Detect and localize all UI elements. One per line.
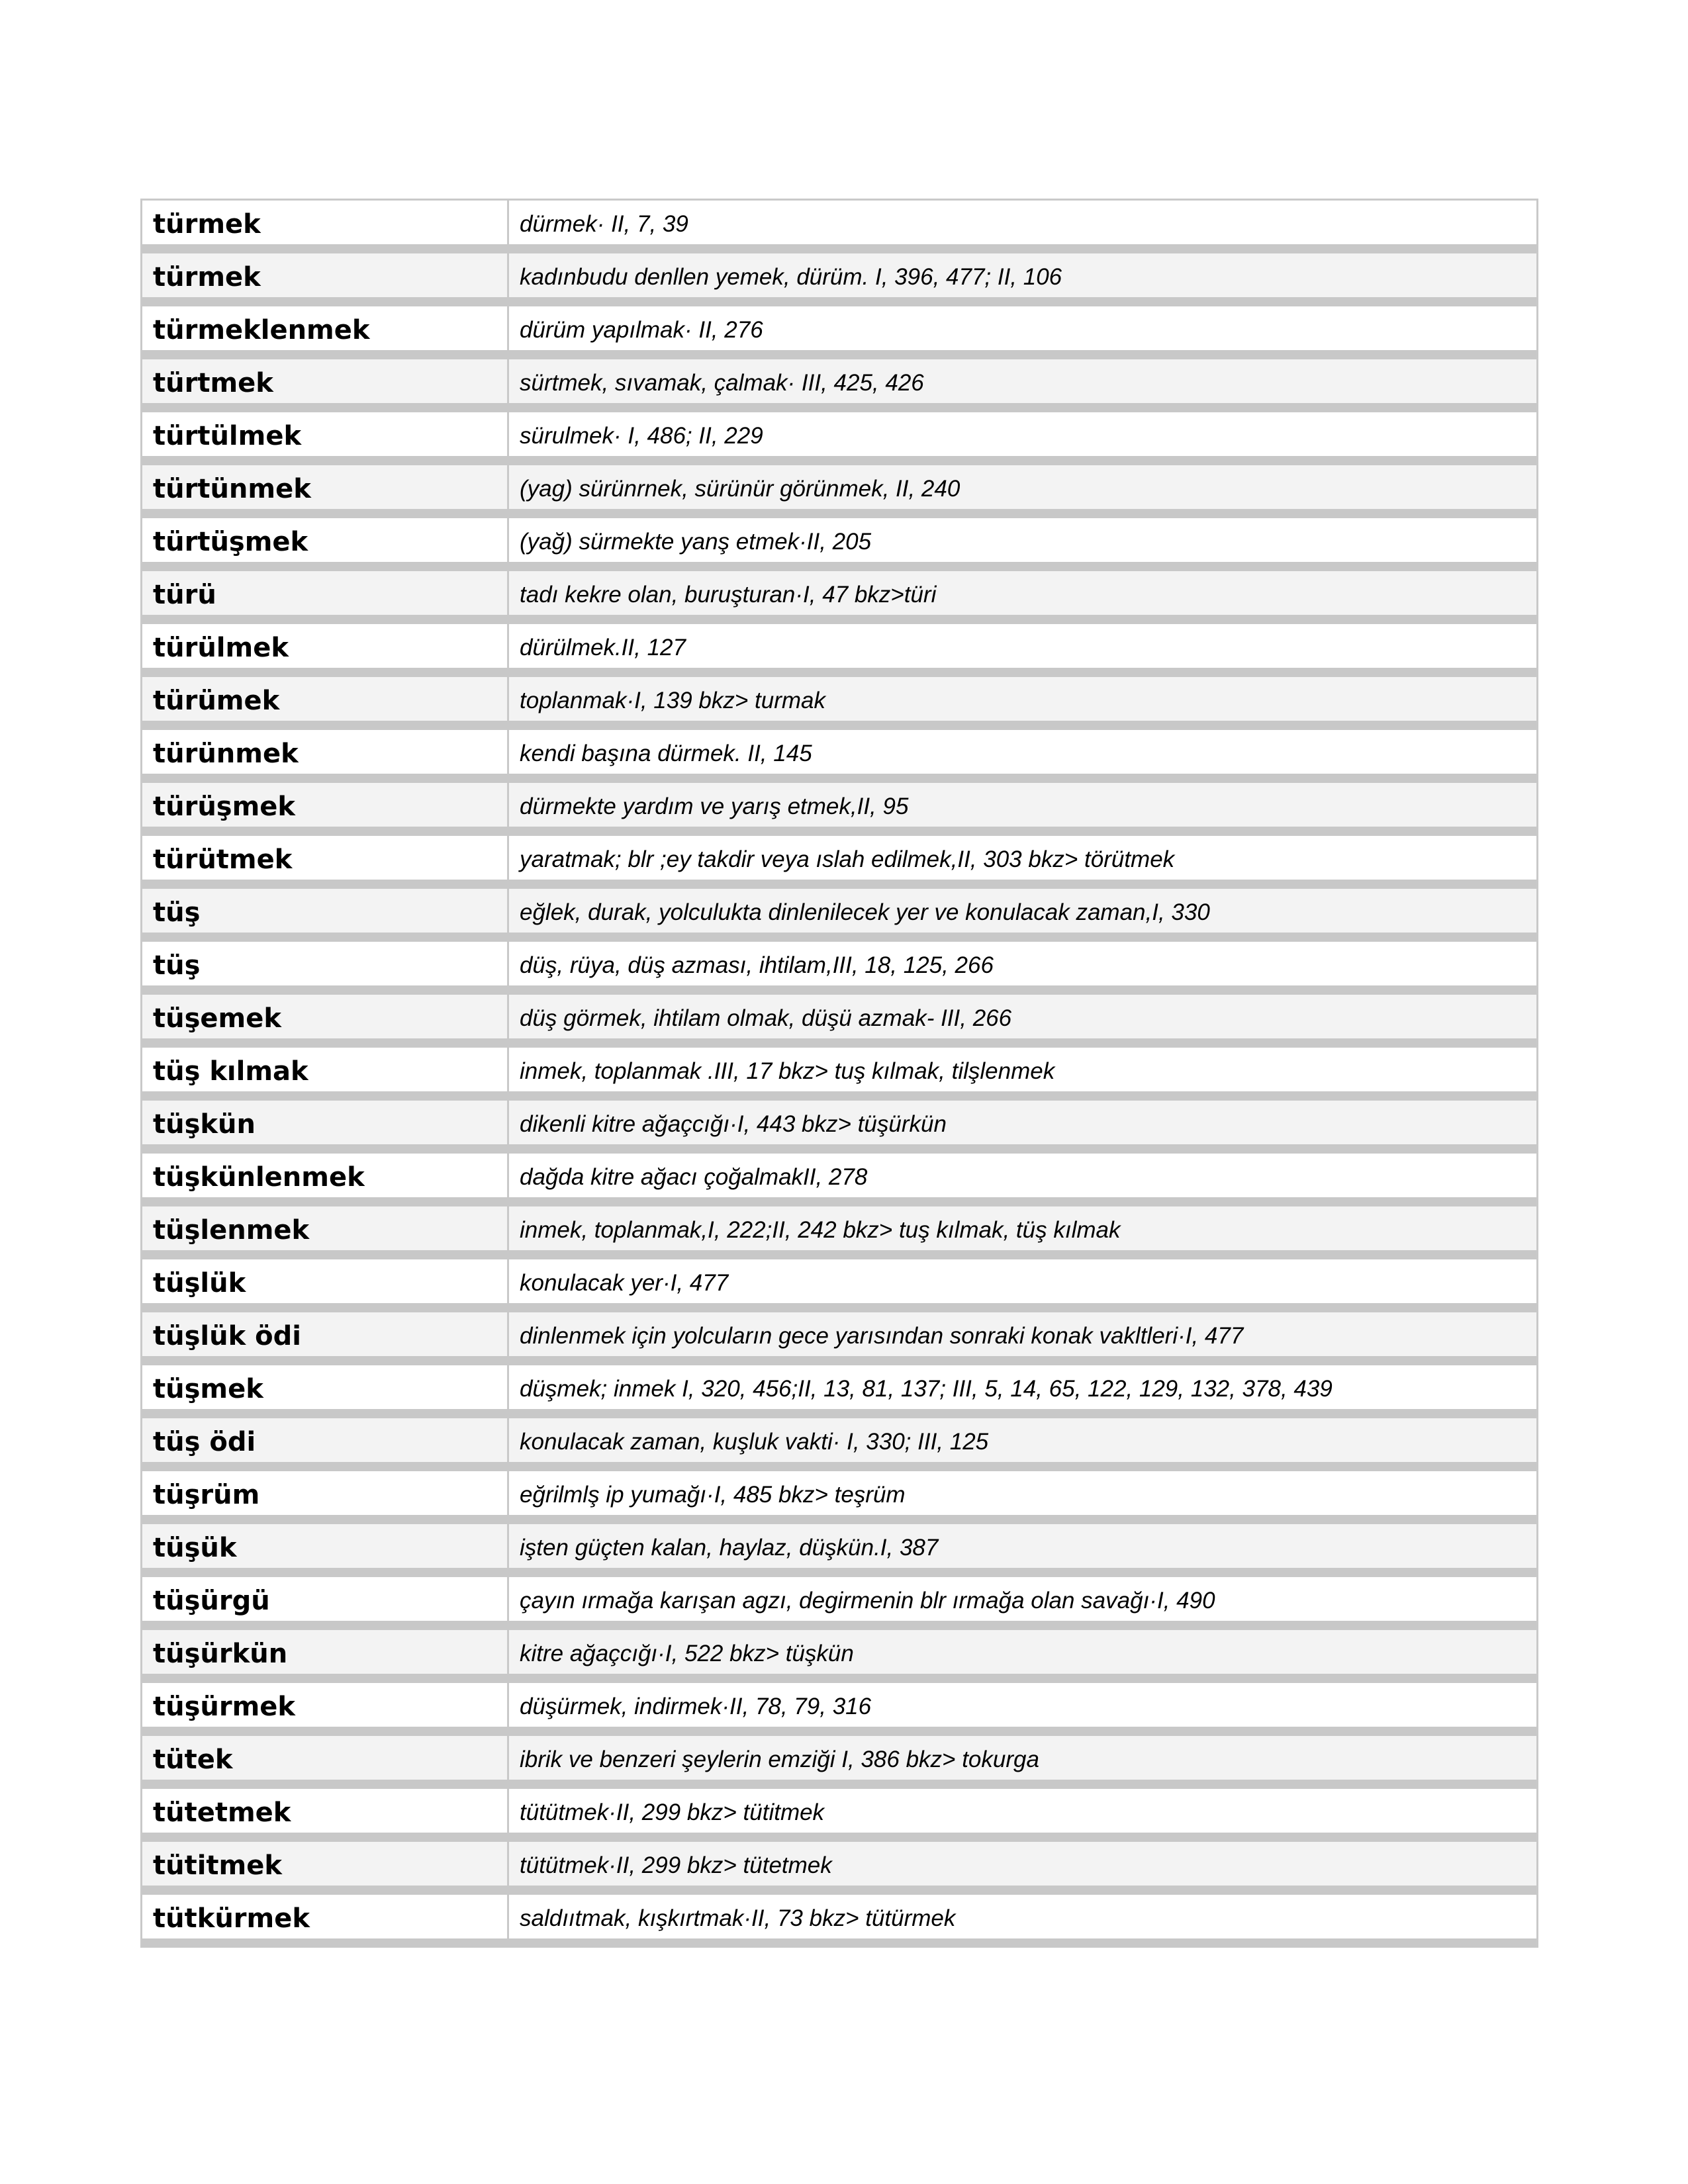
entry-term: tüşürgü bbox=[142, 1577, 509, 1621]
entry-definition: tütütmek·II, 299 bkz> tütitmek bbox=[520, 1799, 825, 1825]
entry-definition: ibrik ve benzeri şeylerin emziği I, 386 bkz> tokurga bbox=[509, 1736, 1536, 1780]
table-row bbox=[142, 571, 1536, 624]
entry-term: tüşürmek bbox=[142, 1683, 509, 1727]
entry-definition: (yağ) sürmekte yanş etmek·II, 205 bbox=[520, 529, 872, 555]
table-row bbox=[142, 995, 1536, 1048]
entry-term: türü bbox=[142, 571, 509, 615]
table-row bbox=[142, 1312, 1536, 1365]
table-row bbox=[142, 253, 1536, 306]
table-row bbox=[142, 889, 1536, 942]
entry-definition: düşürmek, indirmek·II, 78, 79, 316 bbox=[520, 1694, 872, 1719]
entry-definition: düş, rüya, düş azması, ihtilam,III, 18, 125, 266 bbox=[520, 952, 994, 978]
table-row bbox=[142, 942, 1536, 995]
table-row bbox=[142, 1365, 1536, 1418]
entry-term: tüşürkün bbox=[142, 1630, 509, 1674]
table-row bbox=[142, 518, 1536, 571]
entry-definition: tadı kekre olan, buruşturan·I, 47 bkz>türi bbox=[509, 571, 1536, 615]
entry-definition: (yag) sürünrnek, sürünür görünmek, II, 240 bbox=[509, 465, 1536, 509]
entry-definition: dikenli kitre ağaçcığı·I, 443 bkz> tüşürkün bbox=[509, 1101, 1536, 1144]
entry-term: tüş bbox=[142, 889, 509, 933]
entry-definition: kadınbudu denllen yemek, dürüm. I, 396, 477; II, 106 bbox=[509, 253, 1536, 297]
entry-term: tüşlük ödi bbox=[142, 1312, 509, 1356]
entry-term: tüş kılmak bbox=[142, 1048, 509, 1091]
entry-definition: konulacak zaman, kuşluk vakti· I, 330; III, 125 bbox=[509, 1418, 1536, 1462]
table-row bbox=[142, 1842, 1536, 1895]
entry-definition: sürtmek, sıvamak, çalmak· III, 425, 426 bbox=[509, 359, 1536, 403]
table-row bbox=[142, 201, 1536, 253]
table-row bbox=[142, 1418, 1536, 1471]
entry-definition: konulacak yer·I, 477 bbox=[520, 1270, 729, 1296]
entry-definition: eğrilmlş ip yumağı·I, 485 bkz> teşrüm bbox=[520, 1482, 906, 1508]
entry-definition: dürmek· II, 7, 39 bbox=[520, 211, 688, 237]
glossary-table bbox=[140, 199, 1538, 1948]
entry-definition: toplanmak·I, 139 bkz> turmak bbox=[509, 677, 1536, 721]
entry-definition: kendi başına dürmek. II, 145 bbox=[520, 741, 812, 766]
entry-term: tütkürmek bbox=[142, 1895, 509, 1938]
entry-term: tüşrüm bbox=[142, 1471, 509, 1515]
entry-term: türtünmek bbox=[142, 465, 509, 509]
entry-term: türtülmek bbox=[142, 412, 509, 456]
entry-term: tüşlük bbox=[142, 1259, 509, 1303]
table-row bbox=[142, 1577, 1536, 1630]
entry-definition: sürulmek· I, 486; II, 229 bbox=[520, 423, 763, 449]
table-row bbox=[142, 677, 1536, 730]
entry-definition: dağda kitre ağacı çoğalmakII, 278 bbox=[520, 1164, 868, 1190]
entry-term: türünmek bbox=[142, 730, 509, 774]
entry-definition: saldııtmak, kışkırtmak·II, 73 bkz> tütürmek bbox=[520, 1905, 956, 1931]
entry-definition: dürmekte yardım ve yarış etmek,II, 95 bbox=[509, 783, 1536, 827]
table-row bbox=[142, 306, 1536, 359]
table-row bbox=[142, 1206, 1536, 1259]
table-row bbox=[142, 1471, 1536, 1524]
entry-definition: eğlek, durak, yolculukta dinlenilecek yer ve konulacak zaman,I, 330 bbox=[509, 889, 1536, 933]
entry-term: tütitmek bbox=[142, 1842, 509, 1886]
entry-definition: yaratmak; blr ;ey takdir veya ıslah edilmek,II, 303 bkz> törütmek bbox=[520, 846, 1175, 872]
entry-term: tüş ödi bbox=[142, 1418, 509, 1462]
table-row bbox=[142, 1154, 1536, 1206]
entry-term: türmek bbox=[142, 201, 509, 244]
table-row bbox=[142, 1736, 1536, 1789]
entry-term: türümek bbox=[142, 677, 509, 721]
entry-definition: dürüm yapılmak· II, 276 bbox=[520, 317, 763, 343]
entry-term: türmeklenmek bbox=[142, 306, 509, 350]
entry-definition: tütütmek·II, 299 bkz> tütetmek bbox=[509, 1842, 1536, 1886]
table-row bbox=[142, 730, 1536, 783]
table-row bbox=[142, 783, 1536, 836]
entry-term: türütmek bbox=[142, 836, 509, 880]
entry-term: tüşlenmek bbox=[142, 1206, 509, 1250]
entry-term: tüşemek bbox=[142, 995, 509, 1038]
entry-term: tüşkün bbox=[142, 1101, 509, 1144]
entry-term: tüşkünlenmek bbox=[142, 1154, 509, 1197]
entry-definition: çayın ırmağa karışan agzı, degirmenin blr ırmağa olan savağı·I, 490 bbox=[520, 1588, 1215, 1614]
entry-term: tütetmek bbox=[142, 1789, 509, 1833]
entry-term: tütek bbox=[142, 1736, 509, 1780]
entry-definition: kitre ağaçcığı·I, 522 bkz> tüşkün bbox=[509, 1630, 1536, 1674]
table-row bbox=[142, 836, 1536, 889]
entry-term: tüş bbox=[142, 942, 509, 985]
entry-definition: işten güçten kalan, haylaz, düşkün.I, 387 bbox=[509, 1524, 1536, 1568]
entry-term: türüşmek bbox=[142, 783, 509, 827]
entry-definition: dinlenmek için yolcuların gece yarısından sonraki konak vakltleri·I, 477 bbox=[509, 1312, 1536, 1356]
entry-term: türtmek bbox=[142, 359, 509, 403]
table-row bbox=[142, 412, 1536, 465]
table-row bbox=[142, 1895, 1536, 1948]
entry-term: türülmek bbox=[142, 624, 509, 668]
entry-term: tüşük bbox=[142, 1524, 509, 1568]
entry-definition: inmek, toplanmak .III, 17 bkz> tuş kılmak, tilşlenmek bbox=[520, 1058, 1055, 1084]
table-row bbox=[142, 1259, 1536, 1312]
entry-definition: dürülmek.II, 127 bbox=[520, 635, 686, 660]
table-row bbox=[142, 624, 1536, 677]
entry-term: türtüşmek bbox=[142, 518, 509, 562]
table-row bbox=[142, 359, 1536, 412]
entry-definition: inmek, toplanmak,I, 222;II, 242 bkz> tuş kılmak, tüş kılmak bbox=[509, 1206, 1536, 1250]
table-row bbox=[142, 1789, 1536, 1842]
entry-term: tüşmek bbox=[142, 1365, 509, 1409]
table-row bbox=[142, 1524, 1536, 1577]
table-row bbox=[142, 1048, 1536, 1101]
entry-term: türmek bbox=[142, 253, 509, 297]
entry-definition: düş görmek, ihtilam olmak, düşü azmak- III, 266 bbox=[509, 995, 1536, 1038]
table-row bbox=[142, 465, 1536, 518]
entry-definition: düşmek; inmek I, 320, 456;II, 13, 81, 137; III, 5, 14, 65, 122, 129, 132, 378, 439 bbox=[520, 1376, 1333, 1402]
table-row bbox=[142, 1630, 1536, 1683]
table-row bbox=[142, 1683, 1536, 1736]
table-row bbox=[142, 1101, 1536, 1154]
